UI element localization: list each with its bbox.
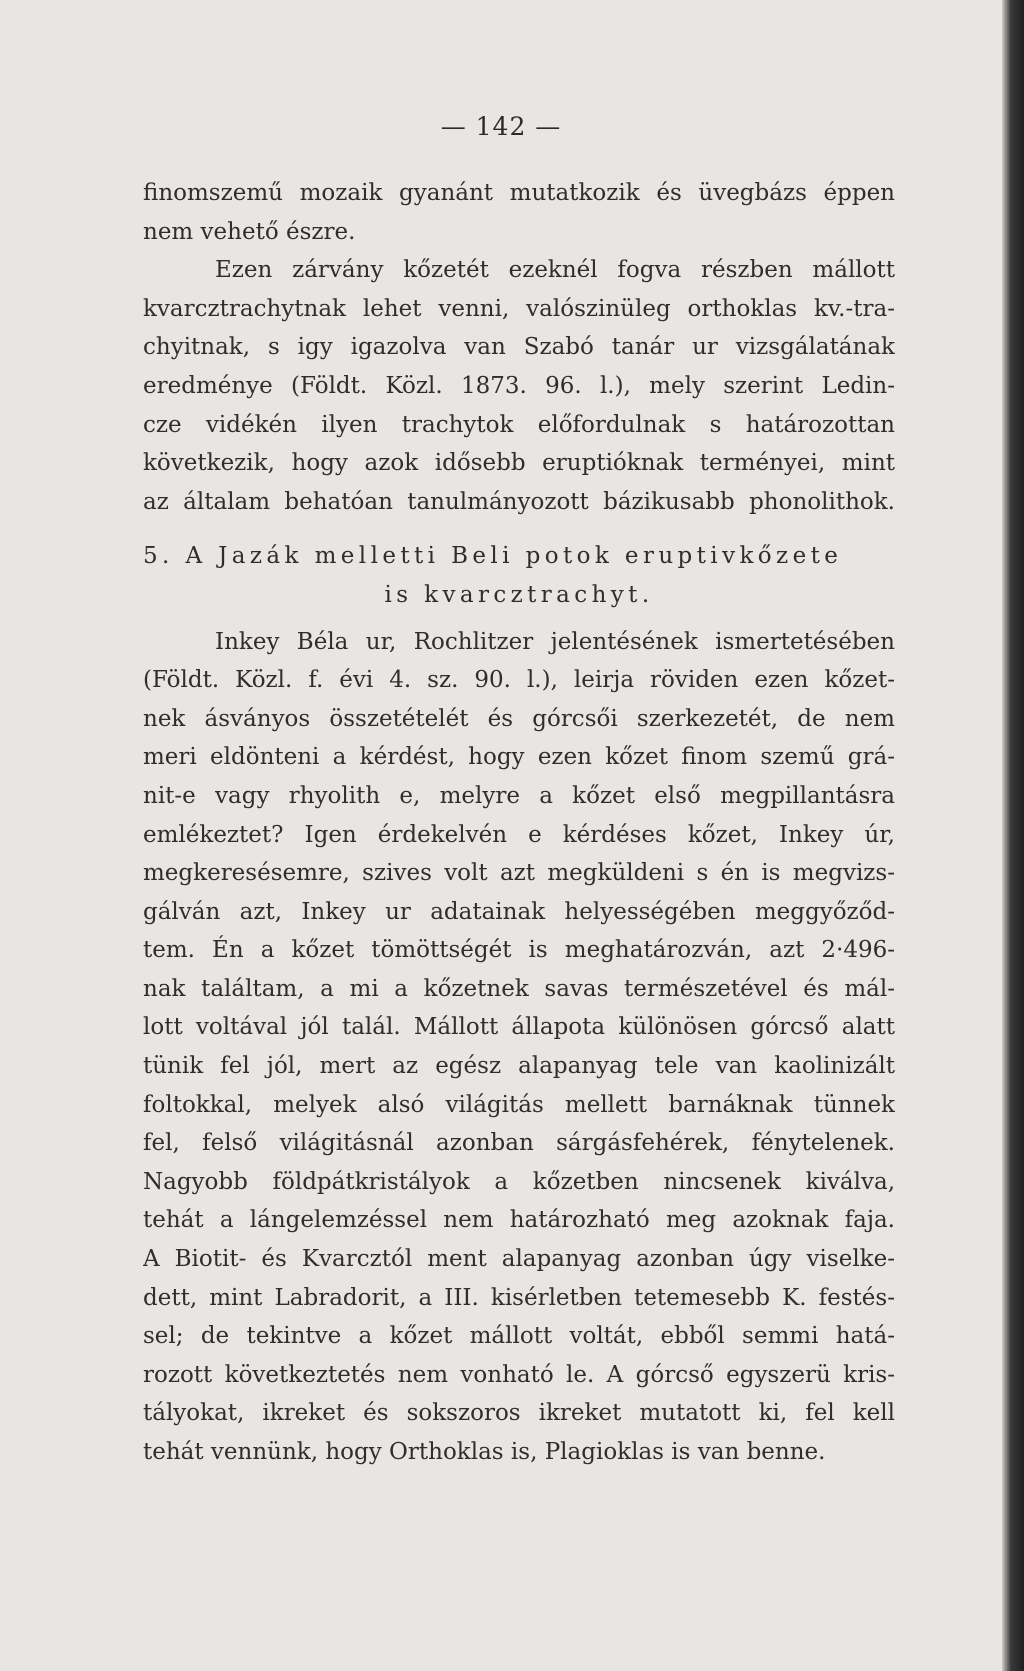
- text-line: az általam behatóan tanulmányozott bázikusabb phonolithok.: [143, 488, 895, 515]
- text-line: A Biotit- és Kvarcztól ment alapanyag azonban úgy viselke-: [143, 1246, 895, 1273]
- text-line: emlékeztet? Igen érdekelvén e kérdéses kőzet, Inkey úr,: [143, 821, 895, 848]
- text-line: kvarcztrachytnak lehet venni, valószinüleg orthoklas kv.-tra-: [143, 295, 895, 322]
- text-line: dett, mint Labradorit, a III. kisérletben tetemesebb K. festés-: [143, 1284, 895, 1311]
- text-line: meri eldönteni a kérdést, hogy ezen kőzet finom szemű grá-: [143, 744, 895, 771]
- text-line: sel; de tekintve a kőzet mállott voltát, ebből semmi hatá-: [143, 1323, 895, 1350]
- text-line: nem vehető észre.: [143, 218, 356, 245]
- text-line: nit-e vagy rhyolith e, melyre a kőzet első megpillantásra: [143, 782, 895, 809]
- text-line: tályokat, ikreket és sokszoros ikreket mutatott ki, fel kell: [143, 1400, 895, 1427]
- text-line: rozott következtetés nem vonható le. A górcső egyszerü kris-: [143, 1361, 895, 1388]
- text-line: eredménye (Földt. Közl. 1873. 96. l.), mely szerint Ledin-: [143, 372, 895, 399]
- paragraph-3: [143, 623, 895, 1472]
- text-line: gálván azt, Inkey ur adatainak helyességében meggyőződ-: [143, 898, 895, 925]
- section-heading-line: is kvarcztrachyt.: [384, 581, 654, 608]
- text-line: foltokkal, melyek alsó világitás mellett barnáknak tünnek: [143, 1091, 895, 1118]
- text-line: nak találtam, a mi a kőzetnek savas természetével és mál-: [143, 975, 895, 1002]
- paragraph-2: [143, 251, 895, 521]
- spacer: [143, 615, 895, 623]
- text-line: cze vidékén ilyen trachytok előfordulnak s határozottan: [143, 411, 895, 438]
- text-line: Inkey Béla ur, Rochlitzer jelentésének ismertetésében: [215, 628, 895, 655]
- text-line: tem. Én a kőzet tömöttségét is meghatározván, azt 2·496-: [143, 937, 895, 964]
- text-line: tünik fel jól, mert az egész alapanyag tele van kaolinizált: [143, 1053, 895, 1080]
- page-number: — 142 —: [440, 112, 562, 141]
- page-body: [143, 174, 895, 1472]
- text-line: (Földt. Közl. f. évi 4. sz. 90. l.), leirja röviden ezen kőzet-: [143, 667, 895, 694]
- text-line: Ezen zárvány kőzetét ezeknél fogva részben mállott: [215, 257, 895, 284]
- text-line: lott voltával jól talál. Mállott állapota különösen górcső alatt: [143, 1014, 895, 1041]
- page-edge: [1002, 0, 1024, 1671]
- paragraph-1: [143, 174, 895, 251]
- section-heading-line: 5. A Jazák melletti Beli potok eruptivkőzete: [143, 543, 843, 570]
- text-line: nek ásványos összetételét és górcsői szerkezetét, de nem: [143, 705, 895, 732]
- section-heading: [143, 537, 895, 614]
- text-line: chyitnak, s igy igazolva van Szabó tanár ur vizsgálatának: [143, 334, 895, 361]
- text-line: finomszemű mozaik gyanánt mutatkozik és üvegbázs éppen: [143, 180, 895, 206]
- text-line: fel, felső világitásnál azonban sárgásfehérek, fénytelenek.: [143, 1130, 895, 1157]
- text-line: Nagyobb földpátkristályok a kőzetben nincsenek kiválva,: [143, 1168, 895, 1195]
- text-line: következik, hogy azok idősebb eruptióknak terményei, mint: [143, 450, 895, 477]
- text-line: tehát vennünk, hogy Orthoklas is, Plagioklas is van benne.: [143, 1439, 826, 1465]
- text-line: tehát a lángelemzéssel nem határozható meg azoknak faja.: [143, 1207, 895, 1234]
- text-line: megkeresésemre, szives volt azt megküldeni s én is megvizs-: [143, 860, 895, 887]
